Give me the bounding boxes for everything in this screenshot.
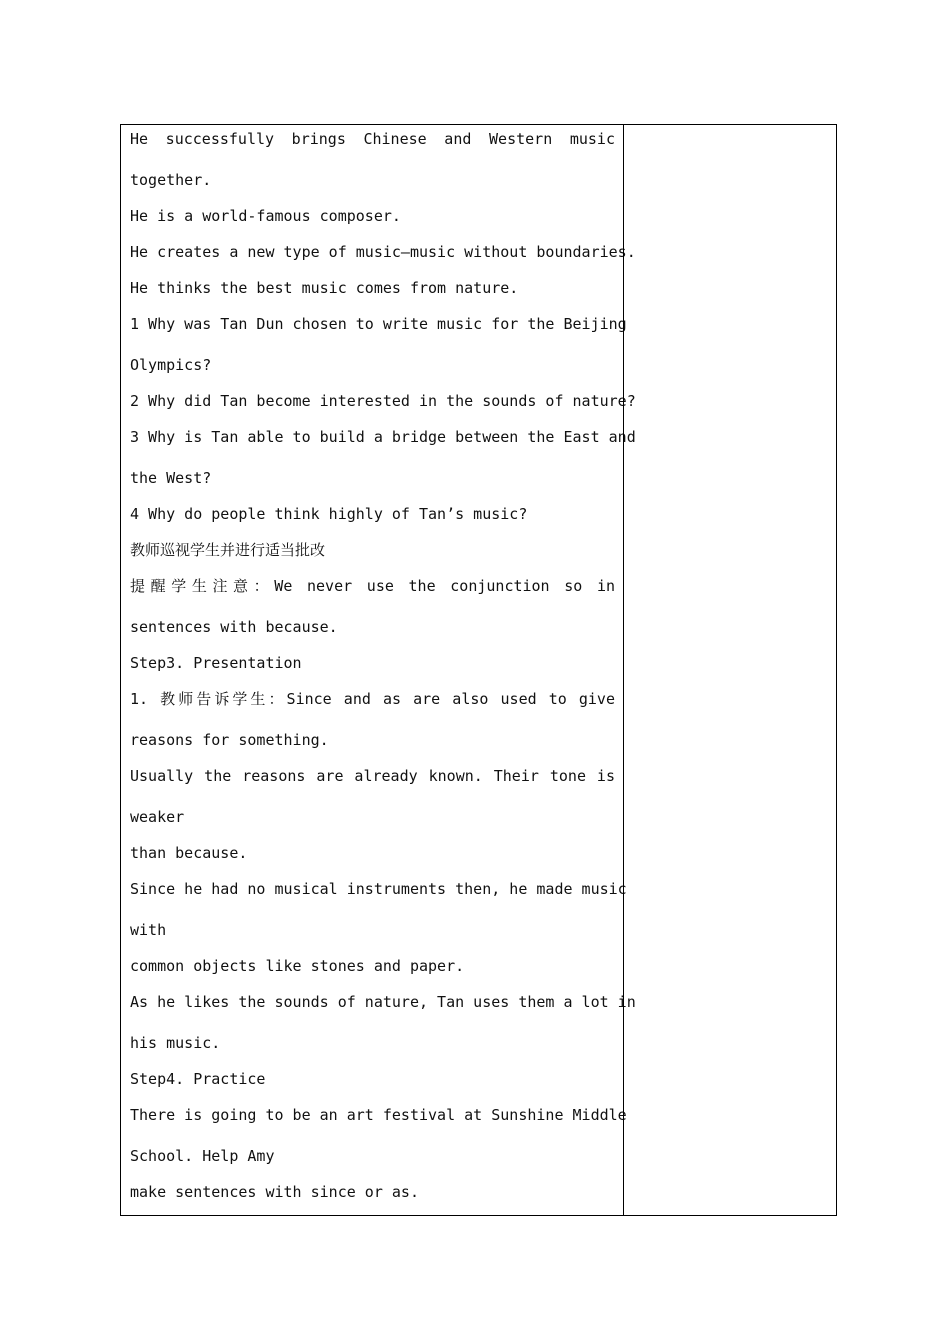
text-line: his music. bbox=[130, 1034, 221, 1052]
text-line: common objects like stones and paper. bbox=[130, 957, 465, 975]
lesson-content-cell bbox=[130, 125, 636, 1215]
text-line: together. bbox=[130, 171, 212, 189]
text-line: He thinks the best music comes from nature. bbox=[130, 279, 519, 297]
question-line: 3 Why is Tan able to build a bridge between the East and bbox=[130, 428, 636, 446]
text-line: reasons for something. bbox=[130, 731, 329, 749]
text-line: He is a world-famous composer. bbox=[130, 207, 401, 225]
example-line: Since he had no musical instruments then, he made music bbox=[130, 880, 627, 898]
text-line: Usually the reasons are already known. Their tone is bbox=[130, 767, 615, 785]
step-heading: Step3. Presentation bbox=[130, 654, 302, 672]
example-line: As he likes the sounds of nature, Tan uses them a lot in bbox=[130, 993, 636, 1011]
text-line: Olympics? bbox=[130, 356, 212, 374]
text-line: the West? bbox=[130, 469, 212, 487]
text-line: with bbox=[130, 921, 167, 939]
question-line: 4 Why do people think highly of Tan’s music? bbox=[130, 505, 528, 523]
text-line: He successfully brings Chinese and Western music bbox=[130, 130, 615, 148]
text-line: He creates a new type of music—music without boundaries. bbox=[130, 243, 636, 261]
question-line: 1 Why was Tan Dun chosen to write music for the Beijing bbox=[130, 315, 627, 333]
step-heading: Step4. Practice bbox=[130, 1070, 266, 1088]
teacher-note: 提醒学生注意：We never use the conjunction so in bbox=[130, 577, 615, 595]
text-line: weaker bbox=[130, 808, 185, 826]
text-line: There is going to be an art festival at Sunshine Middle bbox=[130, 1106, 627, 1124]
lesson-table bbox=[120, 124, 837, 1216]
teacher-note: 教师巡视学生并进行适当批改 bbox=[130, 541, 326, 559]
text-line: than because. bbox=[130, 844, 248, 862]
text-line: sentences with because. bbox=[130, 618, 338, 636]
text-line: make sentences with since or as. bbox=[130, 1183, 419, 1201]
notes-cell bbox=[624, 125, 836, 1215]
teacher-note: 1. 教师告诉学生：Since and as are also used to give bbox=[130, 690, 615, 708]
text-line: School. Help Amy bbox=[130, 1147, 275, 1165]
question-line: 2 Why did Tan become interested in the sounds of nature? bbox=[130, 392, 636, 410]
